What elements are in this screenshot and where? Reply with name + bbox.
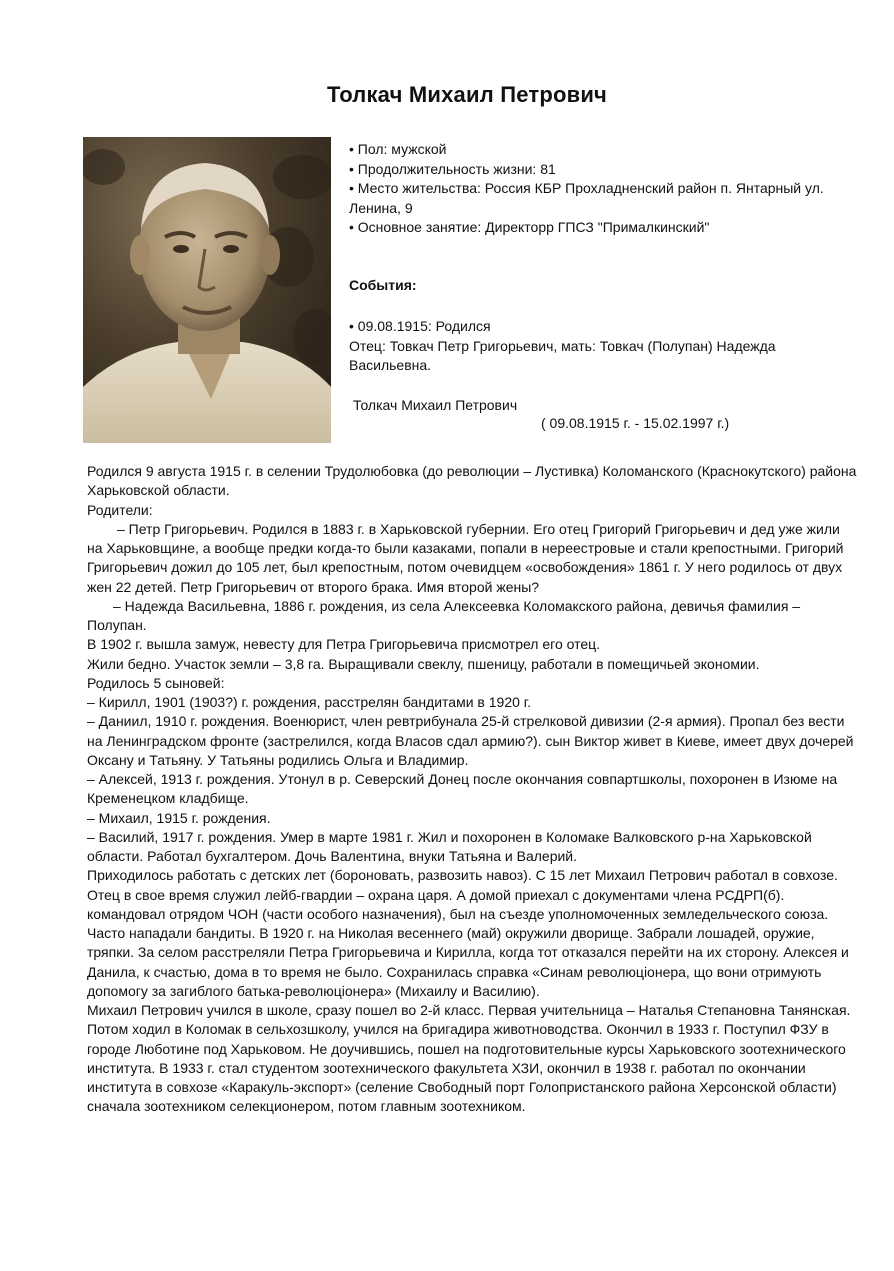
signature-dates: ( 09.08.1915 г. - 15.02.1997 г.): [541, 415, 730, 431]
info-residence: • Место жительства: Россия КБР Прохладненский район п. Янтарный ул. Ленина, 9: [349, 180, 824, 216]
info-gender: • Пол: мужской: [349, 141, 447, 157]
bio-paragraph: Приходилось работать с детских лет (бороновать, развозить навоз). С 15 лет Михаил Петрович работал в совхозе.: [87, 867, 838, 884]
bio-paragraph: Родители:: [87, 501, 153, 518]
event-entry: [349, 317, 849, 376]
biography-text: [87, 462, 857, 1117]
portrait-photo: [83, 137, 331, 443]
event-date-line: • 09.08.1915: Родился: [349, 318, 491, 334]
bio-paragraph: – Кирилл, 1901 (1903?) г. рождения, расстрелян бандитами в 1920 г.: [87, 694, 532, 710]
info-lifespan: • Продолжительность жизни: 81: [349, 160, 556, 177]
page-title: Толкач Михаил Петрович: [326, 82, 608, 107]
signature-name: Толкач Михаил Петрович: [353, 397, 518, 413]
personal-info-list: [349, 140, 859, 238]
info-occupation: • Основное занятие: Директорр ГПСЗ "Прималкинский": [349, 219, 710, 236]
bio-paragraph: – Даниил, 1910 г. рождения. Военюрист, член ревтрибунала 25-й стрелковой дивизии (2-я армия). Пропал без вести на Ленинградском фронте (застрелился, когда Власов сдал армию?). сын Виктор живет в Киеве, имеет двух дочерей Оксану и Татьяну. У Татьяны родились Ольга и Владимир.: [87, 713, 854, 768]
bio-paragraph: – Михаил, 1915 г. рождения.: [87, 809, 271, 826]
event-parents-line: Отец: Товкач Петр Григорьевич, мать: Товкач (Полупан) Надежда Васильевна.: [349, 337, 776, 374]
bio-paragraph: – Надежда Васильевна, 1886 г. рождения, из села Алексеевка Коломакского района, девичья фамилия – Полупан.: [87, 597, 801, 633]
bio-paragraph: В 1902 г. вышла замуж, невесту для Петра Григорьевича присмотрел его отец.: [87, 636, 601, 653]
bio-paragraph: Родился 9 августа 1915 г. в селении Трудолюбовка (до революции – Лустивка) Коломанского (Краснокутского) района Харьковской области.: [87, 463, 857, 499]
bio-paragraph: – Петр Григорьевич. Родился в 1883 г. в Харьковской губернии. Его отец Григорий Григорьевич и дед уже жили на Харьковщине, а вообще предки когда-то были казаками, попали в нереестровые и стали крепостными. Григорий Григорьевич дожил до 105 лет, был крепостным, потом очевидцем «освобождения» 1861 г. У него родилось от двух жен 22 детей. Петр Григорьевич от второго брака. Имя второй жены?: [87, 520, 844, 595]
bio-paragraph: Родилось 5 сыновей:: [87, 674, 225, 691]
bio-paragraph: Жили бедно. Участок земли – 3,8 га. Выращивали свеклу, пшеницу, работали в помещичьей экономии.: [87, 655, 760, 672]
bio-paragraph: Михаил Петрович учился в школе, сразу пошел во 2-й класс. Первая учительница – Наталья Степановна Танянская. Потом ходил в Коломак в сельхозшколу, учился на бригадира животноводства. Окончил в 1933 г. Поступил ФЗУ в городе Люботине под Харьковом. Не доучившись, пошел на подготовительные курсы Харьковского зоотехнического института. В 1933 г. стал студентом зоотехнического факультета ХЗИ, окончил в 1938 г. работал по окончании института в совхозе «Каракуль-экспорт» (селение Свободный порт Голопристанского района Херсонской области) сначала зоотехником селекционером, потом главным зоотехником.: [87, 1002, 851, 1115]
bio-paragraph: – Алексей, 1913 г. рождения. Утонул в р. Северский Донец после окончания совпартшколы, похоронен в Изюме на Кременецком кладбище.: [87, 771, 838, 807]
bio-paragraph: Отец в свое время служил лейб-гвардии – охрана царя. А домой приехал с документами члена РСДРП(б). командовал отрядом ЧОН (части особого назначения), был на съезде уполномоченных земледельческого союза. Часто нападали бандиты. В 1920 г. на Николая весеннего (май) окружили дворище. Забрали лошадей, оружие, тряпки. За селом расстреляли Петра Григорьевича и Кирилла, когда тот отказался перейти на их сторону. Алексея и Данила, к счастью, дома в то время не было. Сохранилась справка «Синам революціонера, що вони отримують допомогу за загиблого батька-революціонера» (Михаилу и Василию).: [87, 886, 849, 999]
portrait-image: [83, 137, 331, 443]
bio-paragraph: – Василий, 1917 г. рождения. Умер в марте 1981 г. Жил и похоронен в Коломаке Валковского р-на Харьковской области. Работал бухгалтером. Дочь Валентина, внуки Татьяна и Валерий.: [87, 828, 812, 864]
events-heading: События:: [349, 277, 417, 293]
